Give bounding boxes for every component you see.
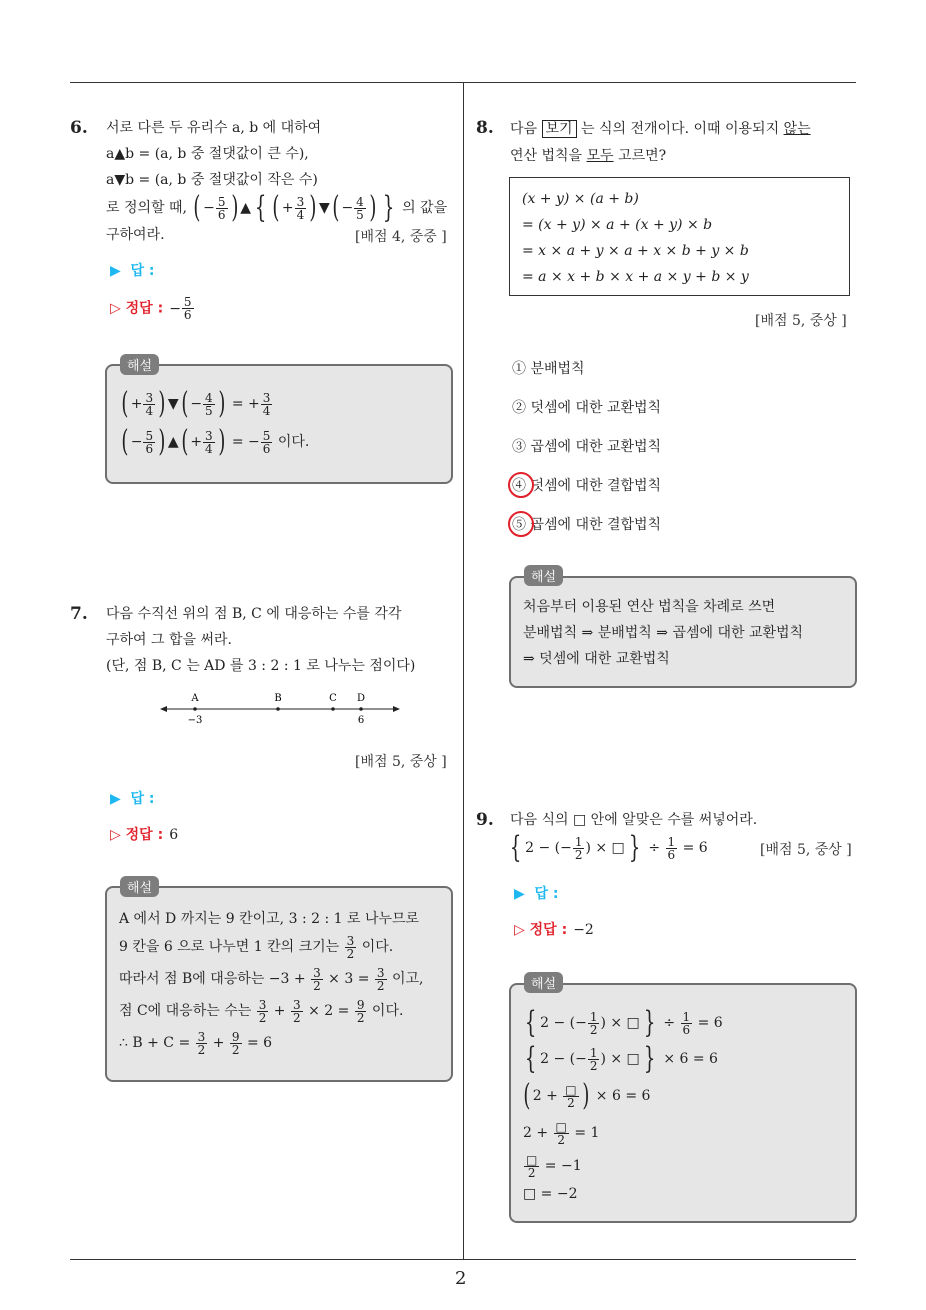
q9-sol-line4: 2 + □ 2 = 1 <box>523 1119 600 1147</box>
q8-line1: 다음 보기 는 식의 전개이다. 이때 이용되지 않는 <box>510 121 811 137</box>
q8-score: [배점 5, 중상 ] <box>755 313 847 329</box>
correct-arrow-icon: ▷ <box>514 922 525 938</box>
q7-line3: (단, 점 B, C 는 AD 를 3 : 2 : 1 로 나누는 점이다) <box>106 658 416 674</box>
q7-answer <box>110 788 155 808</box>
q7-sol-line4: 점 C에 대응하는 수는 $\frac{3}{2}$ + $\frac{3}{2}$ × 2 = $\frac{9}{2}$ 이다. <box>119 997 404 1025</box>
q6-line1: 서로 다른 두 유리수 a, b 에 대하여 <box>106 120 322 136</box>
q6-solution-box <box>105 364 453 484</box>
q8-option-4[interactable] <box>512 475 661 495</box>
answer-arrow-icon: ▶ <box>514 886 525 902</box>
option-text: 곱셈에 대한 교환법칙 <box>526 439 662 455</box>
q8-option-3[interactable] <box>512 436 661 456</box>
point-a-label: A <box>191 693 199 704</box>
option-text: 곱셈에 대한 결합법칙 <box>526 517 662 533</box>
answer-arrow-icon: ▶ <box>110 263 121 279</box>
q9-number: 9. <box>476 810 494 830</box>
option-mark: ③ <box>512 439 526 455</box>
q6-line2: a▲b = (a, b 중 절댓값이 큰 수), <box>106 146 309 162</box>
correct-arrow-icon: ▷ <box>110 827 121 843</box>
q6-line4-pre: 로 정의할 때, <box>106 200 187 216</box>
q7-score: [배점 5, 중상 ] <box>355 754 447 770</box>
q7-sol-line2: 9 칸을 6 으로 나누면 1 칸의 크기는 $\frac{3}{2}$ 이다. <box>119 933 394 961</box>
q9-correct <box>514 919 594 939</box>
point-b-dot <box>276 707 280 711</box>
q8-example-line4: = a × x + b × x + a × y + b × y <box>522 269 749 285</box>
tick-value-label: −3 <box>187 715 203 726</box>
option-text: 분배법칙 <box>526 361 585 377</box>
option-mark: ① <box>512 361 526 377</box>
q9-explanation-tag: 해설 <box>524 972 563 993</box>
q9-sol-line2: { 2 − (− $\frac{1}{2}$ ) × □ } × 6 = 6 <box>524 1041 718 1076</box>
q8-example-line2: = (x + y) × a + (x + y) × b <box>522 217 713 233</box>
tick-value-label: 6 <box>357 715 365 726</box>
q9-line1: 다음 식의 □ 안에 알맞은 수를 써넣어라. <box>510 812 758 828</box>
q6-sol-tail: 이다. <box>277 434 310 450</box>
option-mark: ② <box>512 400 526 416</box>
q8-sol-line2: 분배법칙 ⇒ 분배법칙 ⇒ 곱셈에 대한 교환법칙 <box>523 625 804 641</box>
q7-number-line <box>160 690 405 735</box>
q7-sol-line3: 따라서 점 B에 대응하는 −3 + $\frac{3}{2}$ × 3 = $\frac{3}{2}$ 이고, <box>119 965 424 993</box>
option-mark: ⑤ <box>512 517 526 533</box>
q8-option-1[interactable] <box>512 358 585 378</box>
q7-line1: 다음 수직선 위의 점 B, C 에 대응하는 수를 각각 <box>106 606 402 622</box>
q6-correct <box>110 296 195 321</box>
option-text: 덧셈에 대한 결합법칙 <box>526 478 662 494</box>
q7-line2: 구하여 그 합을 써라. <box>106 632 232 648</box>
point-d-dot <box>359 707 363 711</box>
q9-sol-line6: □ = −2 <box>523 1186 578 1202</box>
q7-answer-label: 답 : <box>130 791 155 807</box>
q8-number: 8. <box>476 118 494 138</box>
q6-line4 <box>106 190 447 226</box>
bottom-rule <box>70 1259 856 1260</box>
q6-answer-label: 답 : <box>130 263 155 279</box>
q8-option-2[interactable] <box>512 397 661 417</box>
q8-example-box <box>509 177 850 296</box>
q6-score: [배점 4, 중중 ] <box>355 229 447 245</box>
q6-sol-line2: ( − $\frac{5}{6}$ ) ▲( + $\frac{3}{4}$ ) = − $\frac{5}{6}$ 이다. <box>121 424 310 459</box>
point-b-label: B <box>274 693 282 704</box>
q6-correct-value: − $\frac{5}{6}$ <box>169 295 192 322</box>
q9-answer <box>514 883 559 903</box>
option-mark: ④ <box>512 478 526 494</box>
q7-correct <box>110 824 178 844</box>
point-a-dot <box>193 707 197 711</box>
q6-answer <box>110 260 155 280</box>
option-text: 덧셈에 대한 교환법칙 <box>526 400 662 416</box>
q7-solution-box <box>105 886 453 1082</box>
page-number: 2 <box>455 1268 467 1289</box>
q7-correct-value: 6 <box>169 827 179 843</box>
q9-sol-line3: ( 2 + □ 2 ) × 6 = 6 <box>523 1078 651 1113</box>
q7-sol-line5: ∴ B + C = $\frac{3}{2}$ + $\frac{9}{2}$ = 6 <box>119 1029 273 1057</box>
q9-correct-label: 정답 : <box>529 922 568 938</box>
q6-line5: 구하여라. <box>106 227 165 243</box>
correct-arrow-icon: ▷ <box>110 300 121 317</box>
q6-number: 6. <box>70 118 88 138</box>
q8-solution-box <box>509 576 857 688</box>
q6-expression: ( − $\frac{5}{6}$ ) ▲ { ( + $\frac{3}{4}$ ) ▼( − $\frac{4}{5}$ ) } <box>193 190 394 225</box>
q7-number: 7. <box>70 604 88 624</box>
q6-explanation-tag: 해설 <box>120 354 159 375</box>
q6-sol-line1: ( + $\frac{3}{4}$ ) ▼( − $\frac{4}{5}$ ) = + $\frac{3}{4}$ <box>121 386 271 421</box>
point-d-label: D <box>356 693 366 704</box>
q8-option-5[interactable] <box>512 514 661 534</box>
q6-line4-post: 의 값을 <box>402 200 448 216</box>
q9-answer-label: 답 : <box>534 886 559 902</box>
q8-explanation-tag: 해설 <box>524 565 563 586</box>
q9-score: [배점 5, 중상 ] <box>760 842 852 858</box>
q8-sol-line3: ⇒ 덧셈에 대한 교환법칙 <box>523 651 670 667</box>
q6-correct-label: 정답 : <box>125 300 164 317</box>
selected-answer-circle-icon <box>508 511 534 537</box>
q9-sol-line5: □ 2 = −1 <box>526 1152 582 1180</box>
q9-sol-line1: { 2 − (− $\frac{1}{2}$ ) × □ } ÷ $\frac{1}{6}$ = 6 <box>524 1005 723 1040</box>
answer-arrow-icon: ▶ <box>110 791 121 807</box>
q8-line2: 연산 법칙을 모두 고르면? <box>510 148 667 164</box>
q9-expression: { 2 − (− $\frac{1}{2}$ ) × □ } ÷ $\frac{1}{6}$ = 6 <box>509 830 708 865</box>
q9-correct-value: −2 <box>573 922 594 938</box>
q9-solution-box <box>509 983 857 1223</box>
q7-sol-line1: A 에서 D 까지는 9 칸이고, 3 : 2 : 1 로 나누므로 <box>119 911 420 927</box>
column-divider <box>463 83 464 1260</box>
q7-explanation-tag: 해설 <box>120 876 159 897</box>
q8-example-line3: = x × a + y × a + x × b + y × b <box>522 243 749 259</box>
q6-line3: a▼b = (a, b 중 절댓값이 작은 수) <box>106 172 318 188</box>
q8-sol-line1: 처음부터 이용된 연산 법칙을 차례로 쓰면 <box>523 599 776 615</box>
point-c-label: C <box>329 693 337 704</box>
bogi-box: 보기 <box>542 120 577 138</box>
point-c-dot <box>331 707 335 711</box>
q8-example-line1: (x + y) × (a + b) <box>522 191 639 207</box>
q7-correct-label: 정답 : <box>125 827 164 843</box>
selected-answer-circle-icon <box>508 472 534 498</box>
